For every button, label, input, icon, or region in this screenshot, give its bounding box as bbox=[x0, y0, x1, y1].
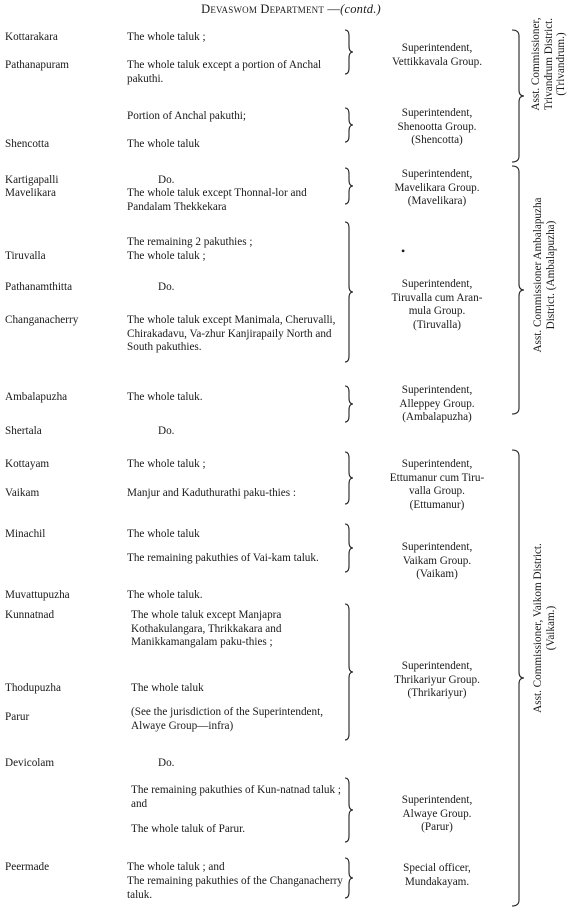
right-brace bbox=[345, 858, 353, 898]
right-brace bbox=[345, 604, 353, 740]
district-brace bbox=[512, 166, 524, 414]
jurisdiction-text: The whole taluk bbox=[131, 682, 204, 694]
taluk-name: Parur bbox=[5, 711, 30, 723]
taluk-name: Minachil bbox=[5, 528, 46, 540]
taluk-name: Kunnatnad bbox=[5, 609, 55, 621]
group-line: Shenootta Group. bbox=[397, 120, 477, 133]
group-line: Special officer, bbox=[403, 862, 471, 874]
group-line: (Vaikam) bbox=[416, 568, 458, 580]
taluk-name: Devicolam bbox=[5, 757, 55, 769]
taluk-name: Kartigapalli bbox=[5, 174, 59, 186]
jurisdiction-text: Manjur and Kaduthurathi paku-thies : bbox=[127, 487, 297, 499]
header-title: Devaswom Department bbox=[201, 2, 325, 16]
jurisdiction-text: The whole taluk ; and bbox=[127, 861, 225, 873]
right-brace bbox=[345, 778, 353, 842]
jurisdiction-text: The whole taluk except a portion of Anchal pakuthi. bbox=[127, 59, 322, 85]
district-line: (Trivandrum.) bbox=[555, 32, 567, 96]
group-line: (Ambalapuzha) bbox=[402, 411, 472, 423]
group-line: Mavelikara Group. bbox=[394, 181, 480, 194]
jurisdiction-text: The remaining 2 pakuthies ; bbox=[127, 236, 253, 248]
district-line: District. (Ambalapuzha) bbox=[544, 220, 557, 330]
taluk-name: Muvattupuzha bbox=[5, 589, 70, 601]
group-line: Superintendent, bbox=[401, 168, 473, 180]
right-brace bbox=[345, 30, 353, 74]
taluk-name: Tiruvalla bbox=[5, 250, 46, 262]
district-line: Trivandrum District. bbox=[542, 17, 555, 111]
group-line: mula Group. bbox=[408, 305, 466, 317]
district-brace bbox=[512, 450, 524, 906]
jurisdiction-text: Do. bbox=[158, 174, 175, 186]
group-line: (Mavelikara) bbox=[407, 195, 467, 207]
taluk-name: Kottayam bbox=[5, 458, 50, 470]
district-line: (Vaikam.) bbox=[544, 605, 557, 651]
jurisdiction-text: The whole taluk ; bbox=[127, 250, 206, 262]
taluk-name: Ambalapuzha bbox=[5, 391, 68, 403]
group-line: Mundakayam. bbox=[404, 875, 470, 888]
header-contd: (contd.) bbox=[340, 2, 381, 16]
group-line: (Ettumanur) bbox=[409, 498, 465, 511]
group-line: Ettumanur cum Tiru- bbox=[389, 471, 485, 484]
jurisdiction-text: Do. bbox=[158, 281, 175, 293]
group-line: Alleppey Group. bbox=[399, 397, 475, 410]
right-brace bbox=[345, 524, 353, 572]
taluk-name: Pathanapuram bbox=[5, 59, 69, 71]
right-brace bbox=[345, 168, 353, 204]
taluk-name: Mavelikara bbox=[5, 187, 56, 199]
taluk-name: Vaikam bbox=[5, 487, 40, 499]
group-line: Thrikariyur Group. bbox=[394, 673, 480, 686]
jurisdiction-text: The whole taluk. bbox=[127, 589, 203, 601]
group-line: Superintendent, bbox=[401, 278, 473, 290]
jurisdiction-text: Do. bbox=[158, 425, 175, 437]
group-line: Alwaye Group. bbox=[402, 807, 472, 820]
right-brace bbox=[345, 386, 353, 422]
group-line: Superintendent, bbox=[401, 384, 473, 396]
jurisdiction-text: The whole taluk except Manimala, Cheruvalli, Chirakadavu, Va-zhur Kanjirapaily North and South pakuthies. bbox=[127, 314, 336, 353]
right-brace bbox=[345, 452, 353, 504]
district-line: Asst. Commissioner, Vaikom District. bbox=[532, 543, 544, 713]
jurisdiction-text: The whole taluk bbox=[127, 138, 200, 150]
right-brace bbox=[345, 108, 353, 142]
ink-speck: • bbox=[401, 244, 406, 258]
group-line: Superintendent, bbox=[401, 107, 473, 119]
group-line: Tiruvalla cum Aran- bbox=[391, 291, 483, 304]
group-line: Vaikam Group. bbox=[402, 554, 472, 567]
taluk-name: Peermade bbox=[5, 861, 50, 873]
jurisdiction-text: The whole taluk except Thonnal-lor and Pandalam Thekkekara bbox=[127, 187, 307, 213]
district-line: Asst. Commissioner, bbox=[530, 17, 542, 111]
jurisdiction-text: The whole taluk ; bbox=[127, 31, 206, 43]
taluk-name: Shencotta bbox=[5, 138, 50, 150]
group-line: Superintendent, bbox=[401, 794, 473, 806]
group-line: (Tiruvalla) bbox=[412, 318, 462, 331]
jurisdiction-text: The whole taluk bbox=[127, 528, 200, 540]
jurisdiction-text: The whole taluk except Manjapra Kothakulangara, Thrikkakara and Manikkamangalam paku-thies ; bbox=[131, 609, 282, 648]
group-line: Superintendent, bbox=[401, 458, 473, 470]
jurisdiction-text: The remaining pakuthies of Vai-kam taluk. bbox=[127, 552, 319, 564]
page-header: Devaswom Department —(contd.) bbox=[201, 2, 381, 16]
right-brace bbox=[345, 222, 353, 362]
jurisdiction-text: (See the jurisdiction of the Superintendent, Alwaye Group—infra) bbox=[131, 706, 324, 732]
jurisdiction-text: Do. bbox=[158, 757, 175, 769]
jurisdiction-text: Portion of Anchal pakuthi; bbox=[127, 110, 247, 122]
group-line: (Parur) bbox=[421, 821, 453, 833]
taluk-name: Kottarakara bbox=[5, 31, 58, 43]
district-line: Asst. Commissioner Ambalapuzha bbox=[532, 197, 544, 353]
district-brace bbox=[512, 30, 524, 162]
jurisdiction-text: The remaining pakuthies of Kun-natnad taluk ; and bbox=[131, 784, 342, 810]
group-line: Superintendent, bbox=[401, 660, 473, 672]
group-line: Superintendent, bbox=[401, 541, 473, 553]
taluk-name: Shertala bbox=[5, 425, 42, 437]
jurisdiction-text: The whole taluk. bbox=[127, 391, 203, 403]
group-line: (Shencotta) bbox=[411, 134, 463, 146]
jurisdiction-text: The remaining pakuthies of the Changanacherry taluk. bbox=[127, 875, 343, 901]
taluk-name: Changanacherry bbox=[5, 314, 79, 326]
jurisdiction-text: The whole taluk ; bbox=[127, 458, 206, 470]
group-line: (Thrikariyur) bbox=[407, 687, 467, 699]
group-line: Superintendent, bbox=[401, 42, 473, 54]
taluk-name: Thodupuzha bbox=[5, 682, 61, 694]
taluk-name: Pathanamthitta bbox=[5, 281, 73, 293]
jurisdiction-text: The whole taluk of Parur. bbox=[131, 823, 246, 835]
group-line: valla Group. bbox=[409, 485, 465, 497]
group-line: Vettikkavala Group. bbox=[391, 55, 483, 68]
